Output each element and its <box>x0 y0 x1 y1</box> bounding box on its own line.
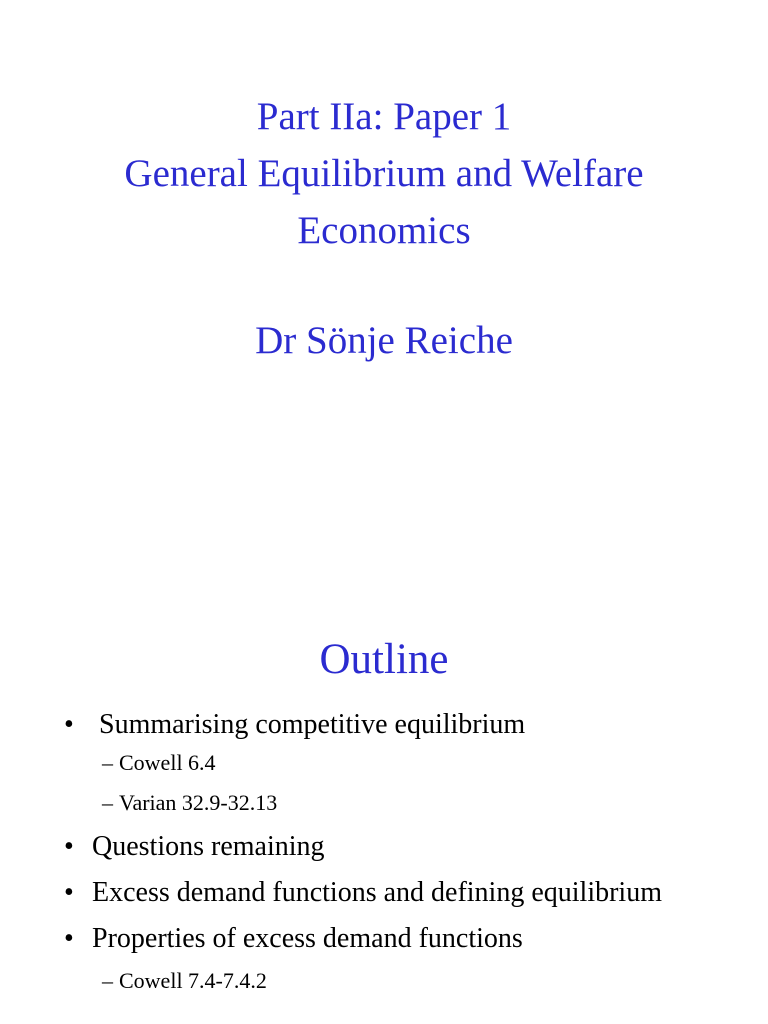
sub-list-item-text: Cowell 7.4-7.4.2 <box>119 968 267 993</box>
sub-list-item <box>0 966 768 996</box>
dash-marker: – <box>102 750 113 775</box>
title-line-1: Part IIa: Paper 1 <box>256 95 512 138</box>
slide-title <box>0 88 768 259</box>
list-item <box>0 706 768 744</box>
outline-list <box>0 706 768 996</box>
title-line-3: Economics <box>297 209 471 252</box>
list-item-text: Properties of excess demand functions <box>92 923 523 954</box>
list-item-text: Questions remaining <box>92 831 325 862</box>
sub-list-item-text: Cowell 6.4 <box>119 750 216 775</box>
sub-list-item <box>0 748 768 778</box>
author-name: Dr Sönje Reiche <box>255 319 513 362</box>
outline-slide <box>0 576 768 1024</box>
bullet-marker: • <box>64 877 74 908</box>
bullet-marker: • <box>64 923 74 954</box>
list-item <box>0 920 768 958</box>
list-item <box>0 828 768 866</box>
list-item-text: Excess demand functions and defining equilibrium <box>92 877 662 908</box>
sub-list-item-text: Varian 32.9-32.13 <box>119 790 278 815</box>
list-item <box>0 874 768 912</box>
dash-marker: – <box>102 790 113 815</box>
dash-marker: – <box>102 968 113 993</box>
list-item-text: Summarising competitive equilibrium <box>92 709 526 740</box>
title-line-2: General Equilibrium and Welfare <box>124 152 644 195</box>
sub-list-item <box>0 788 768 818</box>
bullet-marker: • <box>64 831 74 862</box>
bullet-marker: • <box>64 709 74 740</box>
outline-heading: Outline <box>319 636 449 683</box>
